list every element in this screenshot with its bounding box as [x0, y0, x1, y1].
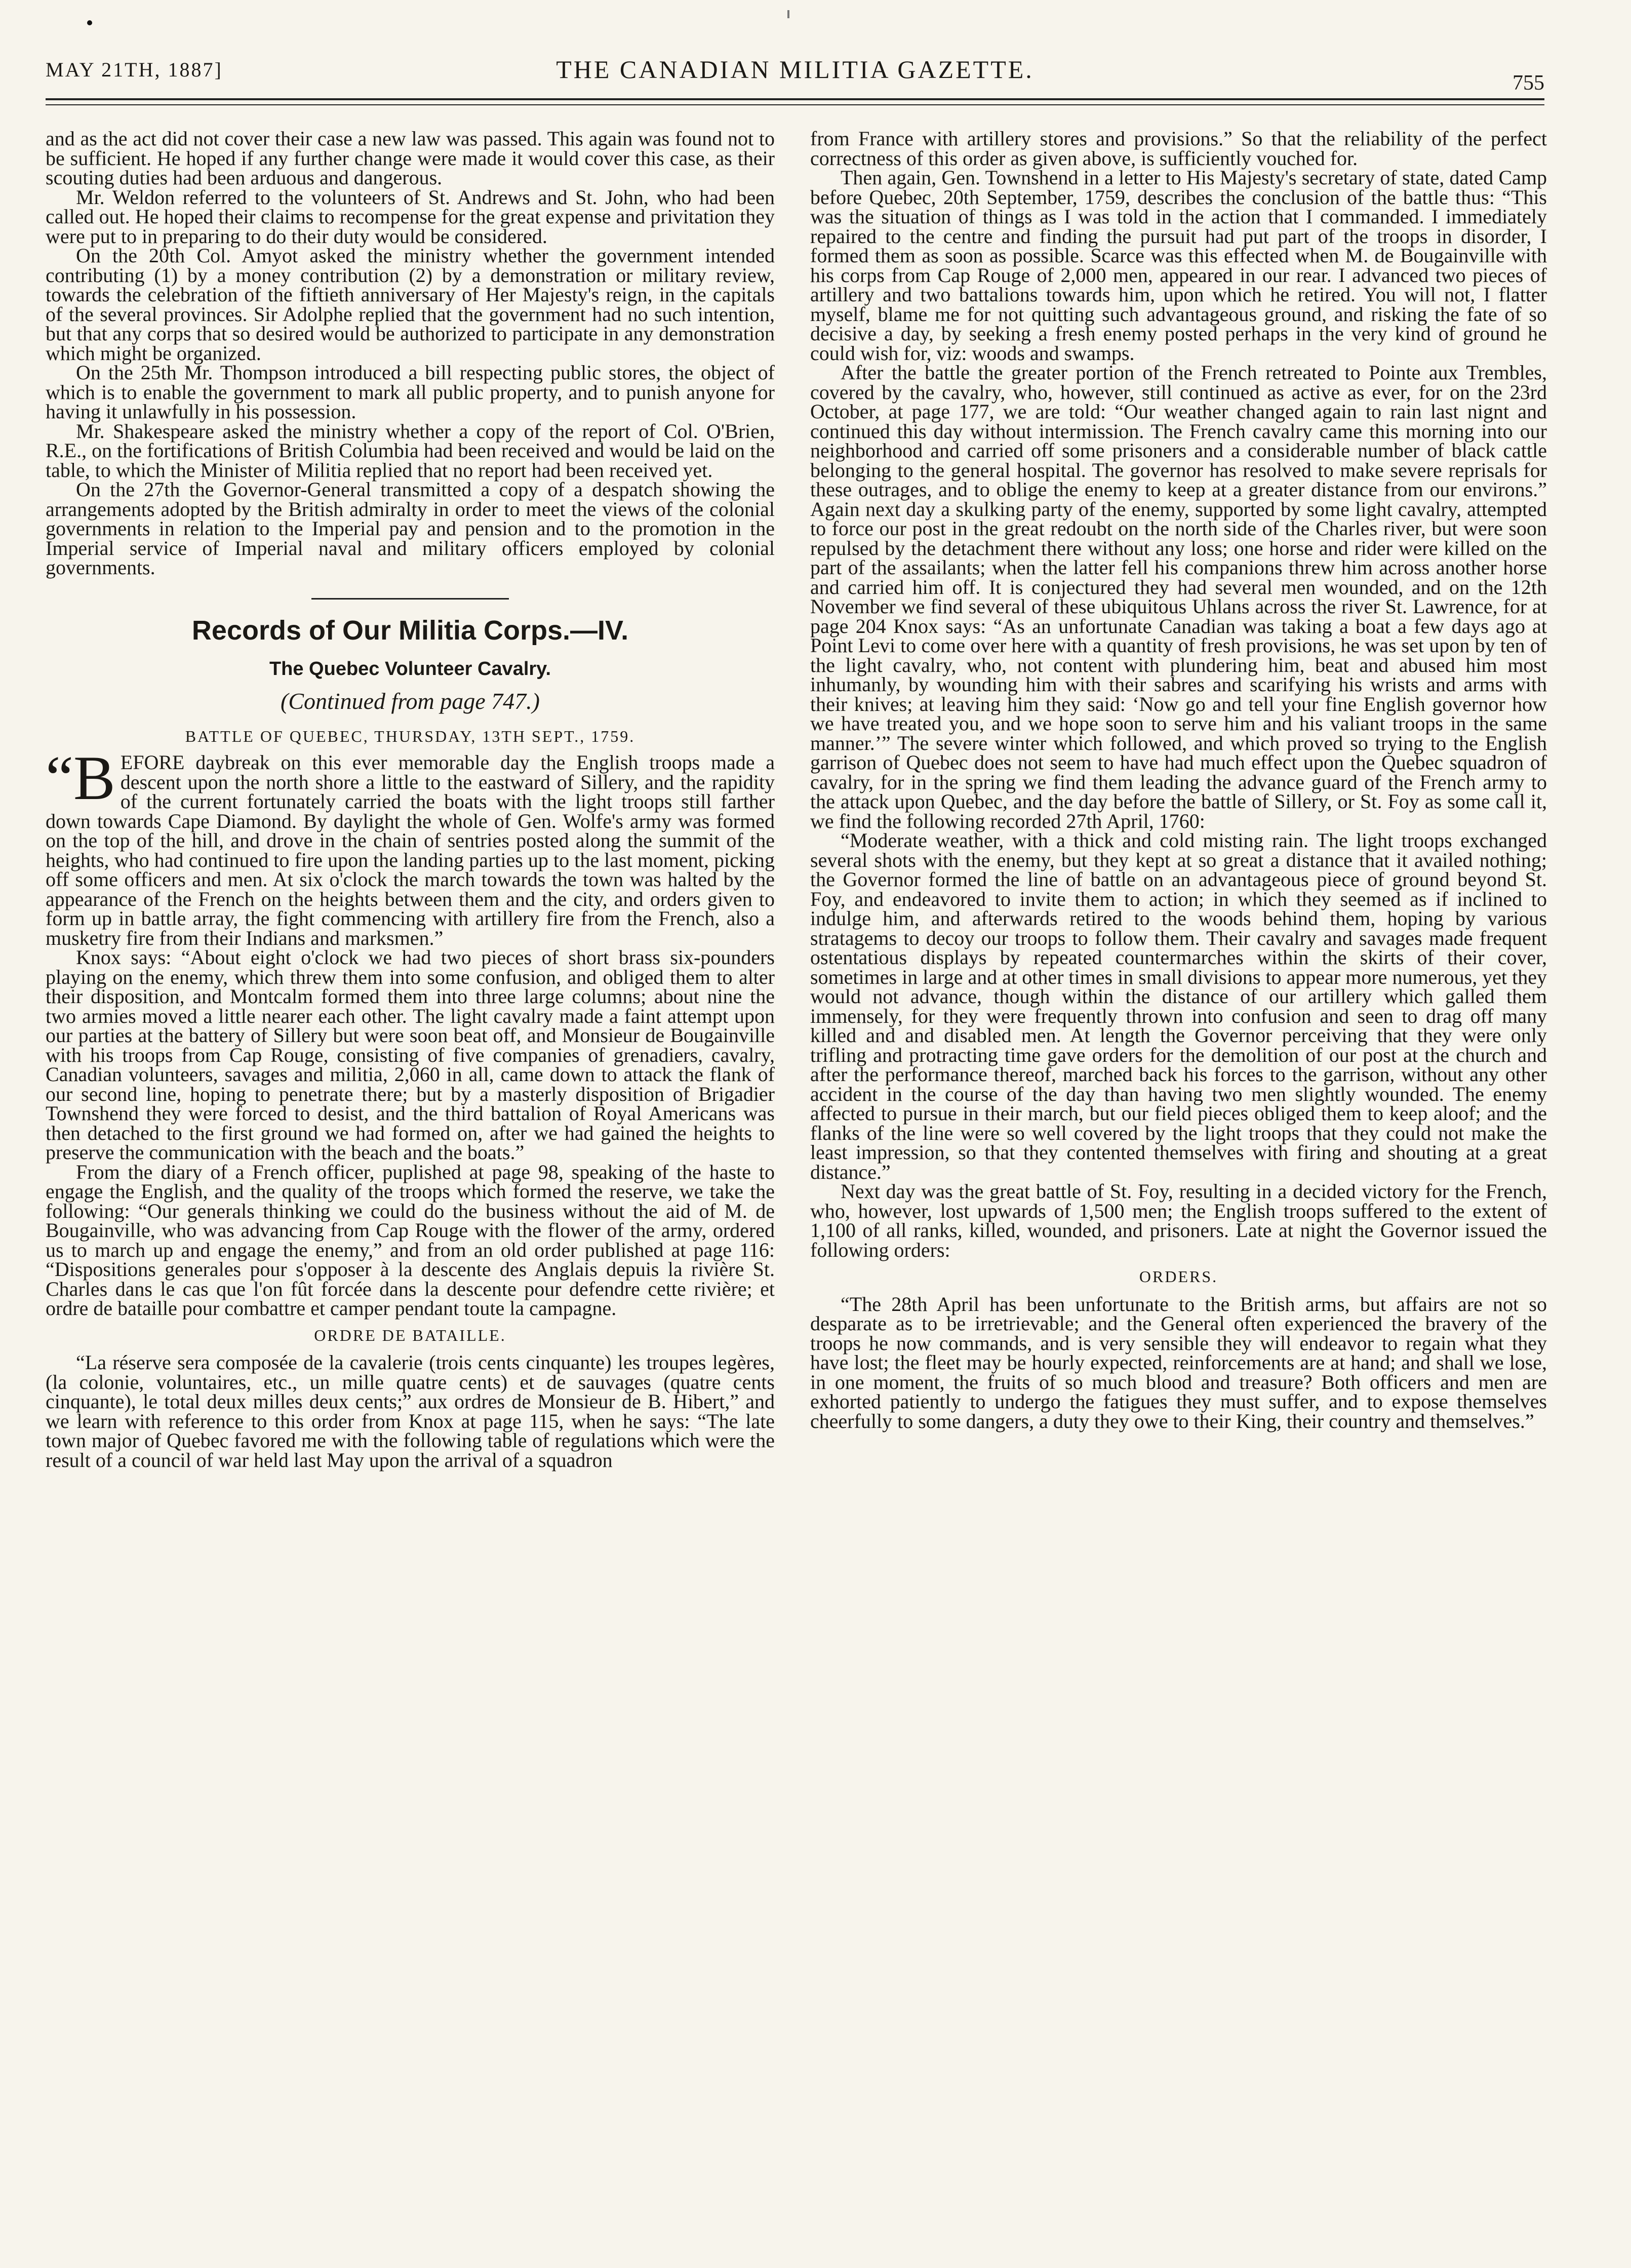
paragraph: On the 25th Mr. Thompson introduced a bill respecting public stores, the object of which is to enable the government to mark all public property, and to punish anyone for having it unlawfully in his possession.: [46, 361, 775, 423]
battle-heading: BATTLE OF QUEBEC, THURSDAY, 13TH SEPT., 1759.: [185, 727, 635, 745]
drop-cap: [46, 743, 115, 813]
paragraph: On the 20th Col. Amyot asked the ministry whether the government intended contributing (1) by a money contribution (2) by a demonstration or military review, towards the celebration of the fiftieth anniversary of Her Majesty's reign, in the capitals of the several provinces. Sir Adolphe replied that the government had no such intention, but that any corps that so desired would be authorized to participate in any demonstration which might be organized.: [46, 244, 775, 365]
masthead-title: THE CANADIAN MILITIA GAZETTE.: [556, 55, 1034, 84]
section-title: Records of Our Militia Corps.—IV.: [191, 615, 629, 646]
drop-cap-letter: B: [73, 743, 115, 813]
paragraph: Mr. Weldon referred to the volunteers of St. Andrews and St. John, who had been called out. He hoped their claims to recompense for the great expense and privitation they were put to in preparing to do their duty would be considered.: [46, 185, 775, 248]
paragraph: from France with artillery stores and provisions.” So that the reliability of the perfect correctness of this order as given above, is sufficiently vouched for.: [810, 127, 1547, 170]
paragraph: Knox says: “About eight o'clock we had two pieces of short brass six-pounders playing on the enemy, which threw them into some confusion, and obliged them to alter their disposition, and Montcalm formed them into three large columns; about nine the two armies moved a little nearer each other. The light cavalry made a faint attempt upon our parties at the battery of Sillery but were soon beat off, and Monsieur de Bougainville with his troops from Cap Rouge, consisting of five companies of grenadiers, cavalry, Canadian volunteers, savages and militia, 2,060 in all, came down to attack the flank of our second line, hoping to penetrate there; but by a masterly disposition of Brigadier Townshend they were forced to desist, and the third battalion of Royal Americans was then detached to the first ground we had formed on, after we had gained the heights to preserve the communication with the beach and the boats.”: [46, 946, 775, 1164]
paragraph: Then again, Gen. Townshend in a letter to His Majesty's secretary of state, dated Camp before Quebec, 20th September, 1759, describes the conclusion of the battle thus: “This was the situation of things as I was told in the action that I commanded. I immediately repaired to the centre and finding the pursuit had put part of the troops in disorder, I formed them as soon as possible. Scarce was this effected when M. de Bougainville with his corps from Cap Rouge of 2,000 men, appeared in our rear. I advanced two pieces of artillery and two battalions towards him, upon which he retired. You will not, I flatter myself, blame me for not quitting such advantageous ground, and risking the fate of so decisive a day, by seeking a fresh enemy posted perhaps in the very kind of ground he could wish for, viz: woods and swamps.: [810, 166, 1547, 365]
header-rule-thin: [46, 104, 1544, 105]
page-header: [46, 51, 1544, 95]
header-rule: [46, 98, 1544, 100]
paragraph-text: EFORE daybreak on this ever memorable day the English troops made a descent upon the north shore a little to the eastward of Sillery, and the rapidity of the current fortunately carried the boats with the light troops still farther down towards Cape Diamond. By daylight the whole of Gen. Wolfe's army was formed on the top of the hill, and drove in the chain of sentries posted along the summit of the heights, who had continued to fire upon the landing parties up to the last moment, picking off some officers and men. At six o'clock the march towards the town was halted by the appearance of the French on the heights between them and the city, and orders given to form up in battle array, the fight commencing with artillery fire from the French, also a musketry fire from their Indians and marksmen.”: [46, 751, 775, 949]
page-number: 755: [1513, 71, 1544, 95]
issue-date: MAY 21TH, 1887]: [46, 58, 223, 81]
section-subtitle: The Quebec Volunteer Cavalry.: [269, 658, 551, 680]
quote-paragraph: “The 28th April has been unfortunate to the British arms, but affairs are not so desparate as to be irretrievable; and the General often experienced the bravery of the troops he now commands, and is very sensible they will endeavor to regain what they have lost; the fleet may be hourly expected, reinforcements are at hand; and shall we lose, in one moment, the fruits of so much blood and treasure? Both officers and men are exhorted patiently to undergo the fatigues they must suffer, and to expose themselves cheerfully to some dangers, a duty they owe to their King, their country and themselves.”: [810, 1292, 1547, 1433]
drop-cap-quote: “: [46, 743, 74, 813]
paragraph: “La réserve sera composée de la cavalerie (trois cents cinquante) les troupes legères, (la colonie, voluntaires, etc., un mille quatre cents) et de sauvages (quatre cents cinquante), le total deux milles deux cents;” aux ordres de Monsieur de B. Hibert,” and we learn with reference to this order from Knox at page 115, when he says: “The late town major of Quebec favored me with the following table of regulations which were the result of a council of war held last May upon the arrival of a squadron: [46, 1351, 775, 1471]
ink-mark-icon: [787, 10, 789, 18]
paragraph: From the diary of a French officer, puplished at page 98, speaking of the haste to engage the English, and the quality of the troops which formed the reserve, we take the following: “Our generals thinking we could do the business without the aid of M. de Bougainville, who was advancing from Cap Rouge with the flower of the army, ordered us to march up and engage the enemy,” and from an old order published at page 116: “Dispositions generales pour s'opposer à la descente des Anglais depuis la rivière St. Charles dans le cas que l'on fût forcée dans la descente pour defendre cette rivière; et ordre de bataille pour combattre et camper pendant toute la campagne.: [46, 1160, 775, 1320]
paragraph: Next day was the great battle of St. Foy, resulting in a decided victory for the French, who, however, lost upwards of 1,500 men; the English troops suffered to the extent of 1,100 of all ranks, killed, wounded, and prisoners. Late at night the Governor issued the following orders:: [810, 1180, 1547, 1261]
paragraph-dropcap: [46, 743, 775, 949]
paragraph: After the battle the greater portion of the French retreated to Pointe aux Trembles, covered by the cavalry, who, however, still continued as active as ever, for on the 23rd October, at page 177, we are told: “Our weather changed again to rain last nignt and continued this day without intermission. The French cavalry came this morning into our neighborhood and carried off some prisoners and a considerable number of black cattle belonging to the general hospital. The governor has resolved to make severe reprisals for these outrages, and to oblige the enemy to keep at a greater distance from our environs.” Again next day a skulking party of the enemy, supported by some light cavalry, attempted to force our post in the great redoubt on the north side of the Charles river, but were soon repulsed by the detachment there without any loss; one horse and rider were killed on the part of the assailants; when the latter fell his companions threw him across another horse and carried him off. It is conjectured they had several men wounded, and on the 12th November we find several of these ubiquitous Uhlans across the river St. Lawrence, for at page 204 Knox says: “As an unfortunate Canadian was taking a boat a few days ago at Point Levi to come over here with a quantity of fresh provisions, he was set upon by ten of the light cavalry, who, not content with plundering him, beat and abused him most inhumanly, by wounding him with their sabres and scarifying his wrists and arms with their knives; at leaving him they said: ‘Now go and tell your fine English governor how we have treated you, and we hope soon to serve him and his valiant troops in the same manner.’” The severe winter which followed, and which proved so trying to the English garrison of Quebec does not seem to have had much effect upon the Quebec squadron of cavalry, for in the spring we find them leading the advance guard of the French army to the attack upon Quebec, and the day before the battle of Sillery, or St. Foy as some call it, we find the following recorded 27th April, 1760:: [810, 361, 1547, 832]
left-column: [46, 129, 775, 1470]
continued-note: (Continued from page 747.): [281, 688, 540, 714]
right-column: [810, 129, 1547, 1431]
quote-paragraph: “Moderate weather, with a thick and cold misting rain. The light troops exchanged several shots with the enemy, but they kept at so great a distance that it availed nothing; the Governor formed the line of battle on an advantageous piece of ground beyond St. Foy, and endeavored to invite them to action; in which they seemed as if inclined to indulge him, and afterwards retired to the woods behind them, hoping by various stratagems to decoy our troops to follow them. Their cavalry and savages made frequent ostentatious displays by repeated countermarches within the skirts of their cover, sometimes in large and at other times in small divisions to appear more numerous, yet they would not advance, though within the distance of our artillery which galled them immensely, for they were frequently thrown into confusion and seen to drag off many killed and and disabled men. At length the Governor perceiving that they were only trifling and protracting time gave orders for the demolition of our post at the church and after the performance thereof, marched back his forces to the garrison, without any other accident in the course of the day than having two men slightly wounded. The enemy affected to pursue in their march, but our field pieces obliged them to keep aloof; and the flanks of the line were so well covered by the light troops that they could not make the least impression, so that they contented themselves with firing and shouting at a great distance.”: [810, 829, 1547, 1183]
order-heading: ORDRE DE BATAILLE.: [314, 1326, 506, 1344]
ink-dot-icon: [87, 20, 92, 25]
paragraph: On the 27th the Governor-General transmitted a copy of a despatch showing the arrangements adopted by the British admiralty in order to meet the views of the colonial governments in relation to the Imperial pay and pension and to the promotion in the Imperial service of Imperial naval and military officers employed by colonial governments.: [46, 478, 775, 579]
paragraph: and as the act did not cover their case a new law was passed. This again was found not to be sufficient. He hoped if any further change were made it would cover this case, as their scouting duties had been arduous and dangerous.: [46, 127, 775, 189]
section-divider: [311, 598, 509, 600]
paragraph: Mr. Shakespeare asked the ministry whether a copy of the report of Col. O'Brien, R.E., on the fortifications of British Columbia had been received and would be laid on the table, to which the Minister of Militia replied that no report had been received yet.: [46, 419, 775, 482]
orders-heading: ORDERS.: [1139, 1267, 1218, 1286]
